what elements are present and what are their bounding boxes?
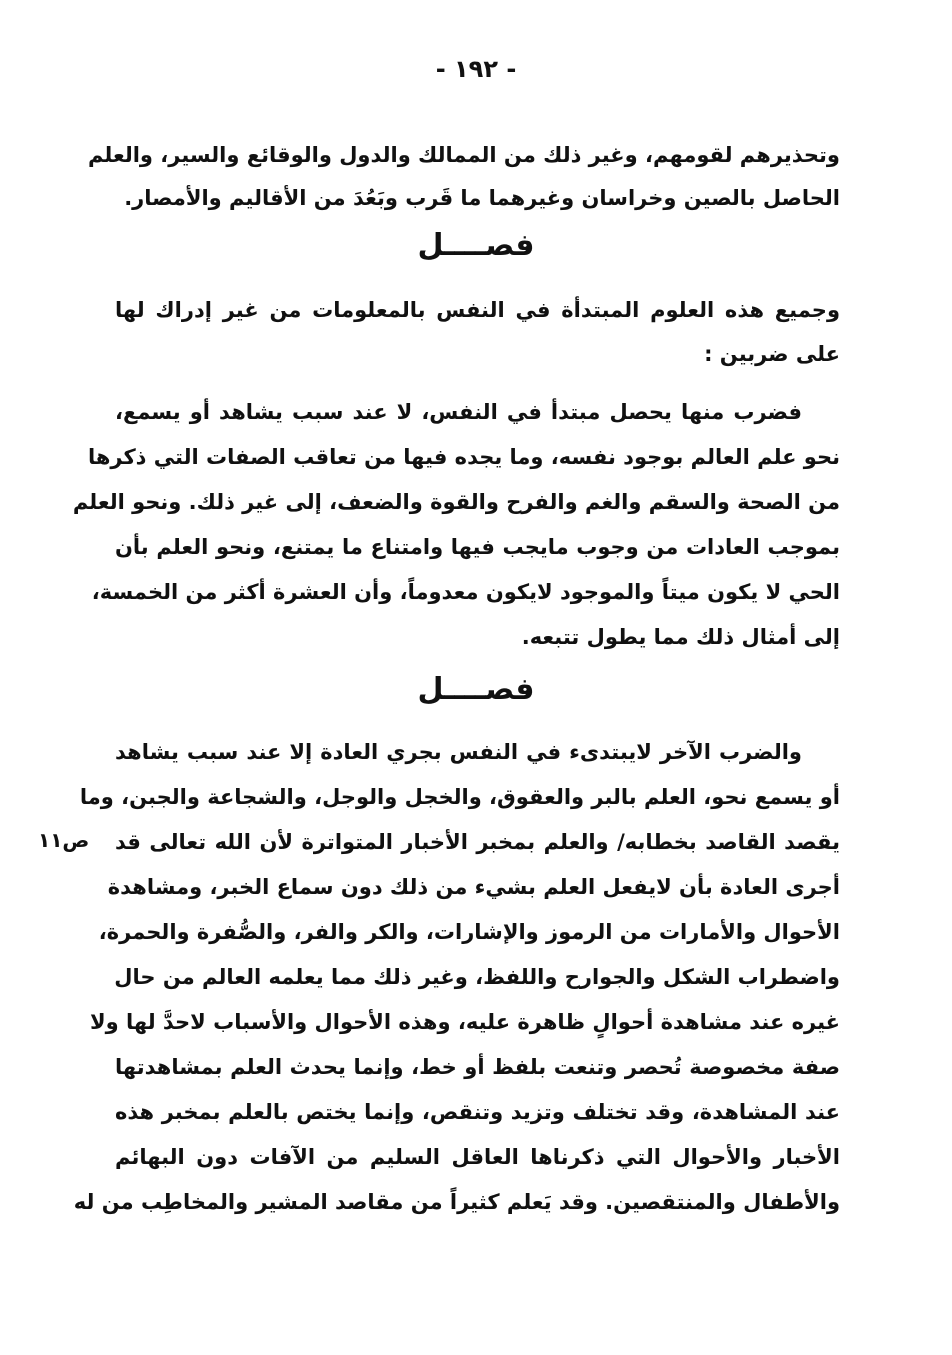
body-line: أجرى العادة بأن لايفعل العلم بشيء من ذلك دون سماع الخبر، ومشاهدة bbox=[107, 875, 840, 899]
body-line: واضطراب الشكل والجوارح واللفظ، وغير ذلك مما يعلمه العالم من حال bbox=[114, 965, 840, 989]
body-line: من الصحة والسقم والغم والفرح والقوة والضعف، إلى غير ذلك. ونحو العلم bbox=[72, 490, 840, 514]
body-line: وجميع هذه العلوم المبتدأة في النفس بالمعلومات من غير إدراك لها bbox=[115, 298, 840, 322]
body-line: والأطفال والمنتقصين. وقد يَعلم كثيراً من مقاصد المشير والمخاطِب من له bbox=[73, 1190, 840, 1214]
body-line: نحو علم العالم بوجود نفسه، وما يجده فيها من تعاقب الصفات التي ذكرها bbox=[87, 445, 840, 469]
page-number: - ١٩٢ - bbox=[435, 55, 517, 83]
body-line: الأخبار والأحوال التي ذكرناها العاقل السليم من الآفات دون البهائم bbox=[115, 1145, 840, 1169]
body-line: صفة مخصوصة تُحصر وتنعت بلفظ أو خط، وإنما يحدث العلم بمشاهدتها bbox=[115, 1055, 840, 1079]
body-line: على ضربين : bbox=[704, 342, 840, 366]
body-line: وتحذيرهم لقومهم، وغير ذلك من الممالك والدول والوقائع والسير، والعلم bbox=[87, 143, 840, 167]
body-line: إلى أمثال ذلك مما يطول تتبعه. bbox=[521, 625, 840, 649]
body-line: الحي لا يكون ميتاً والموجود لايكون معدوماً، وأن العشرة أكثر من الخمسة، bbox=[91, 580, 840, 604]
body-line: بموجب العادات من وجوب مايجب فيها وامتناع ما يمتنع، ونحو العلم بأن bbox=[115, 535, 840, 559]
body-line: عند المشاهدة، وقد تختلف وتزيد وتنقص، وإنما يختص بالعلم بمخبر هذه bbox=[115, 1100, 840, 1124]
body-line: غيره عند مشاهدة أحوالٍ ظاهرة عليه، وهذه الأحوال والأسباب لاحدَّ لها ولا bbox=[89, 1010, 840, 1034]
body-line: الحاصل بالصين وخراسان وغيرهما ما قَرب وبَعُدَ من الأقاليم والأمصار. bbox=[124, 186, 840, 210]
body-line: والضرب الآخر لايبتدىء في النفس بجري العادة إلا عند سبب يشاهد bbox=[115, 740, 802, 764]
body-line: أو يسمع نحو، العلم بالبر والعقوق، والخجل والوجل، والشجاعة والجبن، وما bbox=[79, 785, 840, 809]
body-line: يقصد القاصد بخطابه/ والعلم بمخبر الأخبار المتواترة لأن الله تعالى قد bbox=[115, 830, 840, 854]
body-line: الأحوال والأمارات من الرموز والإشارات، والكر والفر، والصُّفرة والحمرة، bbox=[98, 920, 840, 944]
body-line: فضرب منها يحصل مبتدأ في النفس، لا عند سبب يشاهد أو يسمع، bbox=[115, 400, 802, 424]
section-heading: فصــــل bbox=[417, 228, 535, 263]
section-heading: فصــــل bbox=[417, 672, 535, 707]
margin-note: ص١١ bbox=[38, 828, 90, 852]
